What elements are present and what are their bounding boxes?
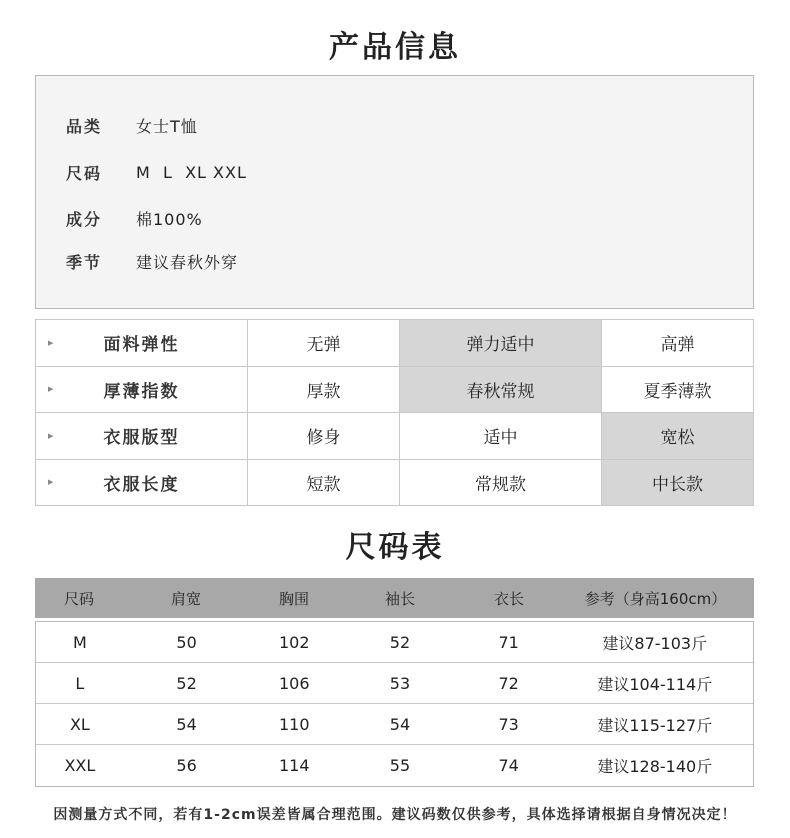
arrow-icon: ▶ [48,431,56,440]
info-value: 建议春秋外穿 [136,252,239,272]
table-cell: M [72,632,87,652]
attribute-option: 高弹 [602,320,754,367]
attribute-option: 短款 [248,459,400,506]
table-cell: 50 [176,632,197,652]
table-cell: 建议87-103斤 [602,633,708,653]
size-header-cell: 肩宽 [170,589,201,608]
attribute-name-text: 厚薄指数 [103,381,180,402]
table-cell: 71 [498,632,519,652]
size-header-cell: 胸围 [278,589,309,608]
attribute-name-text: 面料弹性 [103,335,180,356]
arrow-icon: ▶ [48,338,56,347]
size-chart-title: 尺码表 [345,530,445,565]
info-label: 成分 [66,209,103,229]
attribute-option: 适中 [400,413,602,460]
size-header-cell: 参考（身高160cm） [584,589,727,608]
attribute-row [36,320,754,367]
attribute-name [36,366,248,413]
arrow-icon: ▶ [48,478,56,487]
info-row-size [66,160,247,184]
attribute-name-text: 衣服版型 [103,428,180,449]
table-cell: 56 [176,756,197,775]
info-row-season [66,249,238,273]
table-cell: 72 [498,673,519,693]
table-row [36,663,753,704]
info-row-category [66,113,198,137]
attribute-name [36,320,248,367]
attribute-name-text: 衣服长度 [103,474,180,495]
table-cell: 建议115-127斤 [597,715,713,735]
table-row [36,622,753,663]
attribute-option-selected: 春秋常规 [400,366,602,413]
table-cell: 55 [389,756,411,775]
table-cell: 74 [498,756,519,775]
attribute-option: 无弹 [248,320,400,367]
table-cell: XL [69,714,90,734]
attribute-option-selected: 宽松 [602,413,754,460]
table-cell: XXL [64,756,96,775]
table-row [36,745,753,786]
attribute-option-selected: 弹力适中 [400,320,602,367]
table-cell: 110 [279,714,310,734]
info-row-material [66,206,203,230]
attribute-option: 常规款 [400,459,602,506]
table-cell: 建议104-114斤 [597,674,713,694]
attribute-table [35,319,754,506]
size-header-cell: 尺码 [63,589,94,608]
info-value: 女士T恤 [136,116,198,136]
attribute-name [36,459,248,506]
attribute-row [36,459,754,506]
attribute-option: 夏季薄款 [602,366,754,413]
table-cell: L [75,673,85,693]
table-cell: 建议128-140斤 [597,757,713,776]
info-label: 品类 [66,116,103,136]
info-value: M L XL XXL [136,162,247,182]
table-cell: 106 [279,673,310,693]
arrow-icon: ▶ [48,385,56,394]
size-header-cell: 衣长 [493,589,524,608]
measurement-note: 因测量方式不同，若有1-2cm误差皆属合理范围。建议码数仅供参考，具体选择请根据自身情况决定！ [53,807,737,823]
table-cell: 73 [498,714,519,734]
product-info-title: 产品信息 [329,30,461,65]
attribute-row [36,366,754,413]
size-header-cell: 袖长 [384,589,415,608]
table-cell: 102 [279,632,310,652]
attribute-row [36,413,754,460]
table-cell: 114 [279,756,310,775]
attribute-option-selected: 中长款 [602,459,754,506]
table-cell: 52 [389,632,411,652]
size-table-body [35,621,754,787]
attribute-option: 修身 [248,413,400,460]
info-value: 棉100% [136,209,203,229]
table-cell: 52 [176,673,197,693]
attribute-option: 厚款 [248,366,400,413]
table-cell: 54 [176,714,197,734]
table-cell: 53 [389,673,411,693]
size-table-header [35,578,754,618]
attribute-name [36,413,248,460]
info-label: 尺码 [66,163,103,183]
table-cell: 54 [389,714,411,734]
product-info-box [35,75,754,309]
table-row [36,704,753,745]
info-label: 季节 [66,252,103,272]
